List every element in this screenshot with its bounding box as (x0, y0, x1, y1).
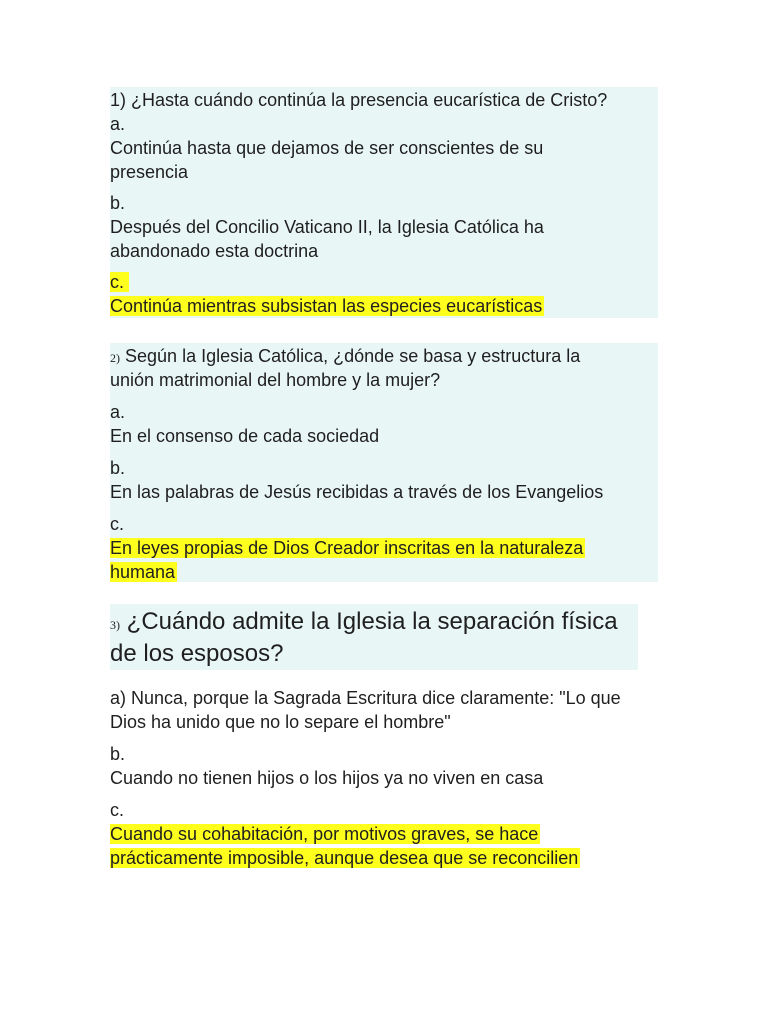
question-3-option-b-text: Cuando no tienen hijos o los hijos ya no viven en casa (110, 768, 544, 788)
question-3-option-c-label: c. (110, 800, 125, 820)
question-1-option-b-label: b. (110, 193, 126, 213)
question-3-option-b-label: b. (110, 744, 126, 764)
question-2-correct-answer-cont: humana (110, 562, 176, 582)
question-2-option-a-text: En el consenso de cada sociedad (110, 426, 380, 446)
question-2-correct-answer: En leyes propias de Dios Creador inscritas en la naturaleza (110, 538, 584, 558)
question-3-option-a-text: a) Nunca, porque la Sagrada Escritura dice claramente: "Lo que (110, 688, 621, 708)
question-2-text-l1: Según la Iglesia Católica, ¿dónde se basa y estructura la (125, 346, 581, 366)
question-1-correct-answer: Continúa mientras subsistan las especies eucarísticas (110, 296, 543, 316)
question-1-option-b-text-cont: abandonado esta doctrina (110, 241, 319, 261)
question-3-number: 3) (110, 618, 120, 632)
question-1-option-c-label-highlight: c. (110, 272, 129, 292)
question-3-correct-answer-cont: prácticamente imposible, aunque desea que se reconcilien (110, 848, 579, 868)
question-1-option-b-text: Después del Concilio Vaticano II, la Iglesia Católica ha (110, 217, 544, 237)
question-2-number: 2) (110, 351, 120, 365)
question-1-block (110, 87, 658, 318)
question-1-option-a-label: a. (110, 114, 126, 134)
question-2-option-b-label: b. (110, 458, 126, 478)
question-1-text: 1) ¿Hasta cuándo continúa la presencia eucarística de Cristo? (110, 90, 608, 110)
question-3-option-a-text-cont: Dios ha unido que no lo separe el hombre" (110, 712, 451, 732)
question-2-option-b-text: En las palabras de Jesús recibidas a través de los Evangelios (110, 482, 604, 502)
question-3-text-l1: ¿Cuándo admite la Iglesia la separación física (126, 608, 618, 635)
question-3-option-c-text (110, 822, 540, 846)
question-2-text-cont: unión matrimonial del hombre y la mujer? (110, 370, 441, 390)
question-3-option-c-text-cont (110, 846, 580, 870)
question-3-text-cont: de los esposos? (110, 640, 284, 667)
question-2-option-c-text (110, 536, 585, 560)
question-1-option-a-text: Continúa hasta que dejamos de ser conscientes de su (110, 138, 544, 158)
question-1-option-a-text-cont: presencia (110, 162, 189, 182)
question-2-text (110, 344, 580, 370)
question-1-option-c-text (110, 294, 544, 318)
question-1-option-c-label (110, 270, 129, 294)
question-2-option-a-label: a. (110, 402, 126, 422)
question-2-option-c-label: c. (110, 514, 125, 534)
question-3-text (110, 606, 618, 641)
question-2-option-c-text-cont (110, 560, 177, 584)
question-3-correct-answer: Cuando su cohabitación, por motivos graves, se hace (110, 824, 539, 844)
